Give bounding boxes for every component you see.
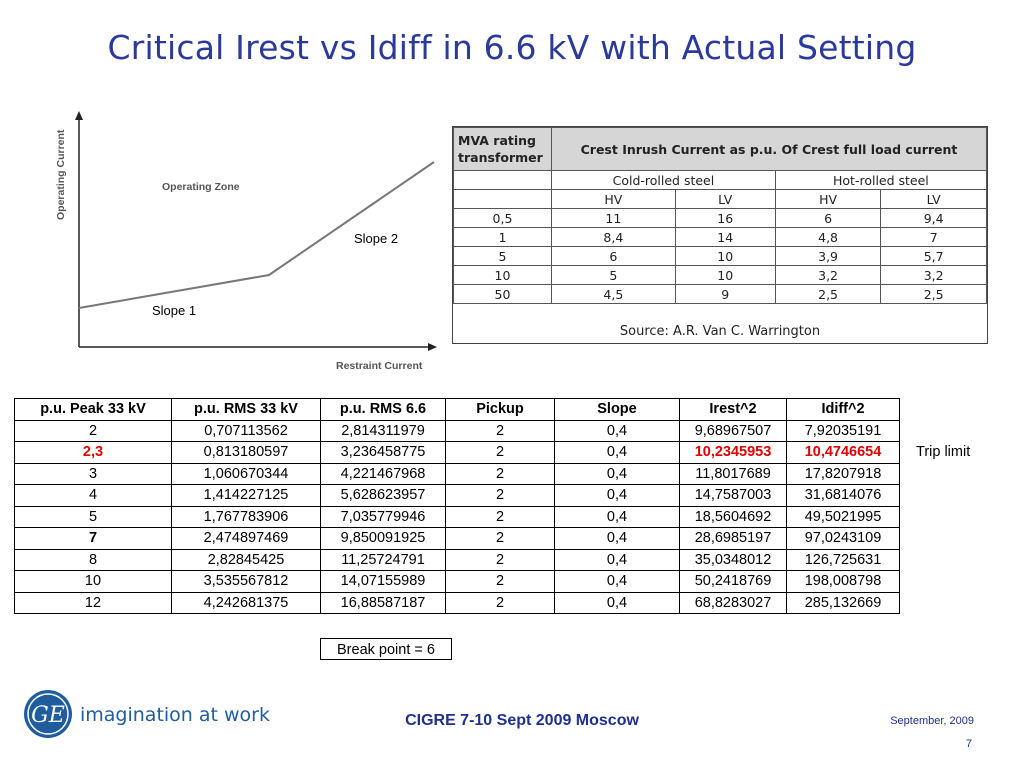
col-header: Slope: [555, 399, 680, 421]
mva-header-line1: MVA rating: [458, 133, 536, 148]
inrush-blank-cell: [454, 190, 552, 209]
inrush-cell: 10: [675, 247, 775, 266]
table-row: [15, 420, 900, 442]
inrush-blank-cell: [454, 171, 552, 190]
table-cell: 2: [446, 420, 555, 442]
table-cell: 14,07155989: [321, 571, 446, 593]
table-cell: 1,414227125: [172, 485, 321, 507]
crest-header: Crest Inrush Current as p.u. Of Crest full load current: [552, 128, 987, 171]
table-cell: 14,7587003: [680, 485, 787, 507]
inrush-cell: 5,7: [881, 247, 987, 266]
characteristic-diagram: [48, 110, 448, 380]
inrush-cell: 4,5: [552, 285, 676, 304]
inrush-cell: 7: [881, 228, 987, 247]
table-cell: 10: [15, 571, 172, 593]
table-cell: 0,4: [555, 442, 680, 464]
table-cell: 17,8207918: [787, 463, 900, 485]
inrush-row: [454, 209, 987, 228]
sub-header: HV: [775, 190, 881, 209]
inrush-cell: 5: [552, 266, 676, 285]
sub-header: LV: [881, 190, 987, 209]
slope-2-label: Slope 2: [354, 231, 399, 246]
slope-1-label: Slope 1: [152, 303, 197, 318]
table-cell: 2,814311979: [321, 420, 446, 442]
table-cell: 2: [446, 571, 555, 593]
ge-logo-text: GE: [31, 703, 65, 728]
col-header: Irest^2: [680, 399, 787, 421]
table-cell: 4,221467968: [321, 463, 446, 485]
table-cell: 2: [446, 549, 555, 571]
table-cell: 11,25724791: [321, 549, 446, 571]
table-row: [15, 485, 900, 507]
table-cell: 31,6814076: [787, 485, 900, 507]
table-cell: 4: [15, 485, 172, 507]
ge-tagline: imagination at work: [80, 704, 270, 726]
inrush-row: [454, 228, 987, 247]
slide-title: Critical Irest vs Idiff in 6.6 kV with Actual Setting: [107, 28, 917, 67]
trip-limit-label: Trip limit: [916, 444, 971, 460]
table-cell: 0,4: [555, 485, 680, 507]
inrush-cell: 4,8: [775, 228, 881, 247]
table-cell: 0,4: [555, 549, 680, 571]
table-cell: 0,4: [555, 592, 680, 614]
table-cell: 2: [446, 442, 555, 464]
inrush-cell: 10: [454, 266, 552, 285]
inrush-cell: 2,5: [881, 285, 987, 304]
table-cell: 3,236458775: [321, 442, 446, 464]
table-row-trip: [15, 442, 900, 464]
table-cell: 0,4: [555, 571, 680, 593]
conference-label: CIGRE 7-10 Sept 2009 Moscow: [405, 712, 639, 729]
table-cell: 0,707113562: [172, 420, 321, 442]
inrush-cell: 11: [552, 209, 676, 228]
table-cell-highlight: 10,2345953: [680, 442, 787, 464]
table-cell: 0,4: [555, 420, 680, 442]
table-cell: 50,2418769: [680, 571, 787, 593]
table-cell: 198,008798: [787, 571, 900, 593]
inrush-row: [454, 247, 987, 266]
inrush-row: [454, 285, 987, 304]
inrush-cell: 3,2: [775, 266, 881, 285]
x-axis-label: Restraint Current: [336, 360, 423, 372]
table-cell: 68,8283027: [680, 592, 787, 614]
inrush-cell: 9,4: [881, 209, 987, 228]
table-cell: 28,6985197: [680, 528, 787, 550]
inrush-cell: 0,5: [454, 209, 552, 228]
inrush-cell: 1: [454, 228, 552, 247]
mva-header-line2: transformer: [458, 150, 543, 165]
table-cell: 2: [446, 463, 555, 485]
inrush-table: [452, 126, 988, 344]
col-header: p.u. Peak 33 kV: [15, 399, 172, 421]
y-axis-label: Operating Current: [55, 129, 67, 220]
inrush-cell: 3,2: [881, 266, 987, 285]
table-row: [15, 506, 900, 528]
table-cell: 0,4: [555, 463, 680, 485]
table-cell: 0,4: [555, 506, 680, 528]
table-row: [15, 571, 900, 593]
table-cell: 2: [446, 528, 555, 550]
inrush-cell: 14: [675, 228, 775, 247]
page-number: 7: [965, 738, 972, 750]
operating-zone-label: Operating Zone: [162, 181, 240, 193]
inrush-cell: 6: [775, 209, 881, 228]
table-cell: 8: [15, 549, 172, 571]
table-cell: 16,88587187: [321, 592, 446, 614]
table-cell: 7,92035191: [787, 420, 900, 442]
col-header: Pickup: [446, 399, 555, 421]
inrush-source: Source: A.R. Van C. Warrington: [619, 324, 821, 339]
table-cell: 3,535567812: [172, 571, 321, 593]
cold-rolled-header: Cold-rolled steel: [552, 171, 776, 190]
break-point-box: Break point = 6: [320, 638, 452, 660]
inrush-cell: 2,5: [775, 285, 881, 304]
inrush-cell: 3,9: [775, 247, 881, 266]
x-axis-arrow: [428, 343, 437, 351]
table-cell: 1,767783906: [172, 506, 321, 528]
table-cell: 9,850091925: [321, 528, 446, 550]
table-cell: 0,4: [555, 528, 680, 550]
y-axis-arrow: [75, 111, 83, 120]
table-cell: 2: [446, 592, 555, 614]
inrush-cell: 5: [454, 247, 552, 266]
mva-header: [454, 128, 552, 171]
sub-header: HV: [552, 190, 676, 209]
table-cell-highlight: 10,4746654: [787, 442, 900, 464]
inrush-cell: 10: [675, 266, 775, 285]
table-cell-bold: 7: [15, 528, 172, 550]
table-cell: 2: [446, 485, 555, 507]
table-cell: 3: [15, 463, 172, 485]
table-cell: 0,813180597: [172, 442, 321, 464]
table-cell: 2,82845425: [172, 549, 321, 571]
sub-header: LV: [675, 190, 775, 209]
inrush-cell: 50: [454, 285, 552, 304]
table-cell: 9,68967507: [680, 420, 787, 442]
inrush-cell: 6: [552, 247, 676, 266]
table-row: [15, 549, 900, 571]
table-cell: 5: [15, 506, 172, 528]
table-cell: 18,5604692: [680, 506, 787, 528]
col-header: p.u. RMS 6.6: [321, 399, 446, 421]
table-cell: 12: [15, 592, 172, 614]
table-row: [15, 463, 900, 485]
table-cell: 35,0348012: [680, 549, 787, 571]
footer-date: September, 2009: [890, 715, 974, 727]
inrush-cell: 9: [675, 285, 775, 304]
col-header: Idiff^2: [787, 399, 900, 421]
table-cell: 2,474897469: [172, 528, 321, 550]
inrush-cell: 16: [675, 209, 775, 228]
table-cell: 4,242681375: [172, 592, 321, 614]
table-cell: 1,060670344: [172, 463, 321, 485]
table-cell-highlight: 2,3: [15, 442, 172, 464]
table-cell: 49,5021995: [787, 506, 900, 528]
table-cell: 5,628623957: [321, 485, 446, 507]
inrush-row: [454, 266, 987, 285]
hot-rolled-header: Hot-rolled steel: [775, 171, 986, 190]
table-row: [15, 592, 900, 614]
ge-logo: [22, 688, 74, 740]
table-row: [15, 528, 900, 550]
inrush-cell: 8,4: [552, 228, 676, 247]
table-cell: 11,8017689: [680, 463, 787, 485]
table-cell: 285,132669: [787, 592, 900, 614]
calculation-table: [14, 398, 900, 614]
table-cell: 2: [446, 506, 555, 528]
table-cell: 2: [15, 420, 172, 442]
table-cell: 126,725631: [787, 549, 900, 571]
col-header: p.u. RMS 33 kV: [172, 399, 321, 421]
table-cell: 97,0243109: [787, 528, 900, 550]
table-cell: 7,035779946: [321, 506, 446, 528]
